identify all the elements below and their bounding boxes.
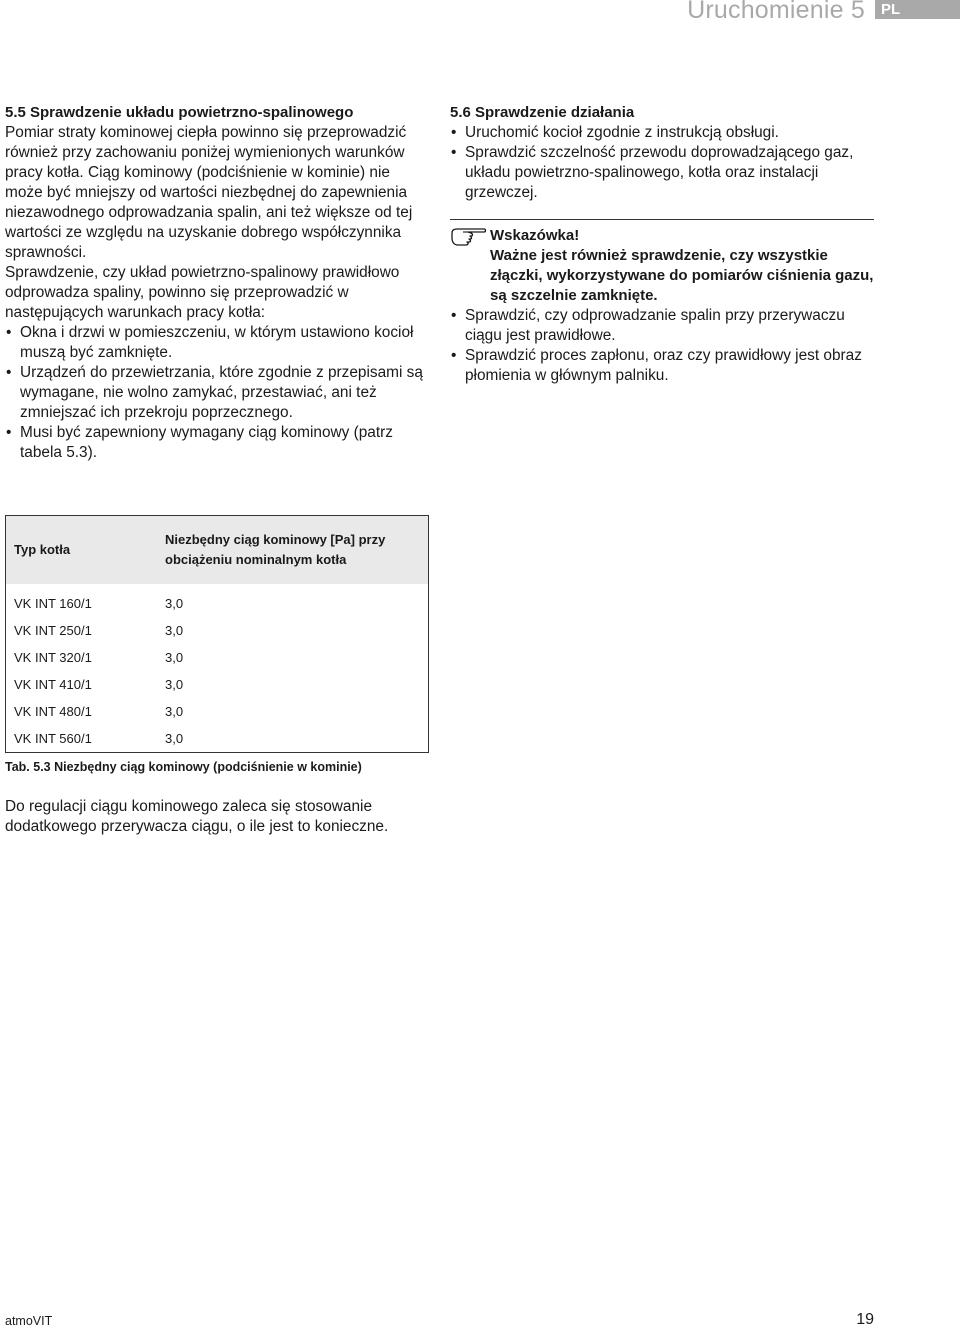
- table-cell: 3,0: [165, 650, 184, 665]
- table-row: [6, 617, 429, 644]
- language-badge: PL: [875, 0, 960, 19]
- table-cell: VK INT 160/1: [14, 596, 92, 611]
- footer-brand: atmoVIT: [5, 1314, 53, 1328]
- list-item: • Musi być zapewniony wymagany ciąg kominowy (patrz tabela 5.3).: [5, 423, 430, 463]
- list-item: • Sprawdzić szczelność przewodu doprowadzającego gaz, układu powietrzno-spalinowego, kotła oraz instalacji grzewczej.: [450, 143, 880, 203]
- list-item: • Uruchomić kocioł zgodnie z instrukcją obsługi.: [450, 123, 880, 143]
- list-item: • Urządzeń do przewietrzania, które zgodnie z przepisami są wymagane, nie wolno zamykać, przestawiać, ani też zmniejszać ich przekroju poprzecznego.: [5, 363, 430, 423]
- table-cell: 3,0: [165, 596, 184, 611]
- table-cell: VK INT 410/1: [14, 677, 92, 692]
- note-text: Ważne jest również sprawdzenie, czy wszystkie złączki, wykorzystywane do pomiarów ciśnienia gazu, są szczelnie zamknięte.: [490, 247, 874, 304]
- table-row: [6, 671, 429, 698]
- table-row: [6, 698, 429, 725]
- bullet-list: [450, 306, 880, 386]
- note-body: [490, 226, 874, 306]
- list-item: • Sprawdzić, czy odprowadzanie spalin przy przerywaczu ciągu jest prawidłowe.: [450, 306, 880, 346]
- paragraph: Pomiar straty kominowej ciepła powinno się przeprowadzić również przy zachowaniu poniżej wymienionych warunków pracy kotła. Ciąg kominowy (podciśnienie w kominie) nie może być mniejszy od wartości niezbędnej do zapewnienia niezawodnego odprowadzania spalin, ani też większe od tej wartości ze względu na uzyskanie dobrego współczynnika sprawności.: [5, 124, 413, 261]
- bullet-list: [450, 123, 880, 203]
- table-row: [6, 725, 429, 753]
- section-5-5: [5, 103, 430, 463]
- table-cell: VK INT 480/1: [14, 704, 92, 719]
- table-cell: 3,0: [165, 623, 184, 638]
- note-title: Wskazówka!: [490, 227, 580, 244]
- table-row: [6, 584, 429, 617]
- column-header-type: Typ kotła: [6, 516, 158, 585]
- pointing-hand-icon: [450, 224, 488, 248]
- note-box: [450, 219, 874, 306]
- list-item: • Sprawdzić proces zapłonu, oraz czy prawidłowy jest obraz płomienia w głównym palniku.: [450, 346, 880, 386]
- table-cell: VK INT 320/1: [14, 650, 92, 665]
- table-header-row: [6, 516, 429, 585]
- table-row: [6, 644, 429, 671]
- table-cell: VK INT 560/1: [14, 731, 92, 746]
- section-5-6: [450, 103, 880, 386]
- table-cell: 3,0: [165, 677, 184, 692]
- paragraph: Sprawdzenie, czy układ powietrzno-spalinowy prawidłowo odprowadza spaliny, powinno się przeprowadzić w następujących warunkach pracy kotła:: [5, 264, 400, 321]
- list-item: • Okna i drzwi w pomieszczeniu, w którym ustawiono kocioł muszą być zamknięte.: [5, 323, 430, 363]
- section-heading: 5.6 Sprawdzenie działania: [450, 104, 635, 121]
- page-header-title: Uruchomienie 5: [687, 0, 865, 24]
- chimney-draft-table: [5, 515, 429, 753]
- table-cell: VK INT 250/1: [14, 623, 92, 638]
- page-number: 19: [856, 1311, 874, 1328]
- table-cell: 3,0: [165, 731, 184, 746]
- table-caption: Tab. 5.3 Niezbędny ciąg kominowy (podciśnienie w kominie): [5, 760, 362, 774]
- column-header-draft: Niezbędny ciąg kominowy [Pa] przy obciążeniu nominalnym kotła: [157, 516, 429, 585]
- table-cell: 3,0: [165, 704, 184, 719]
- section-heading: 5.5 Sprawdzenie układu powietrzno-spalinowego: [5, 104, 354, 121]
- closing-paragraph: Do regulacji ciągu kominowego zaleca się stosowanie dodatkowego przerywacza ciągu, o ile jest to konieczne.: [5, 798, 389, 835]
- bullet-list: [5, 323, 430, 463]
